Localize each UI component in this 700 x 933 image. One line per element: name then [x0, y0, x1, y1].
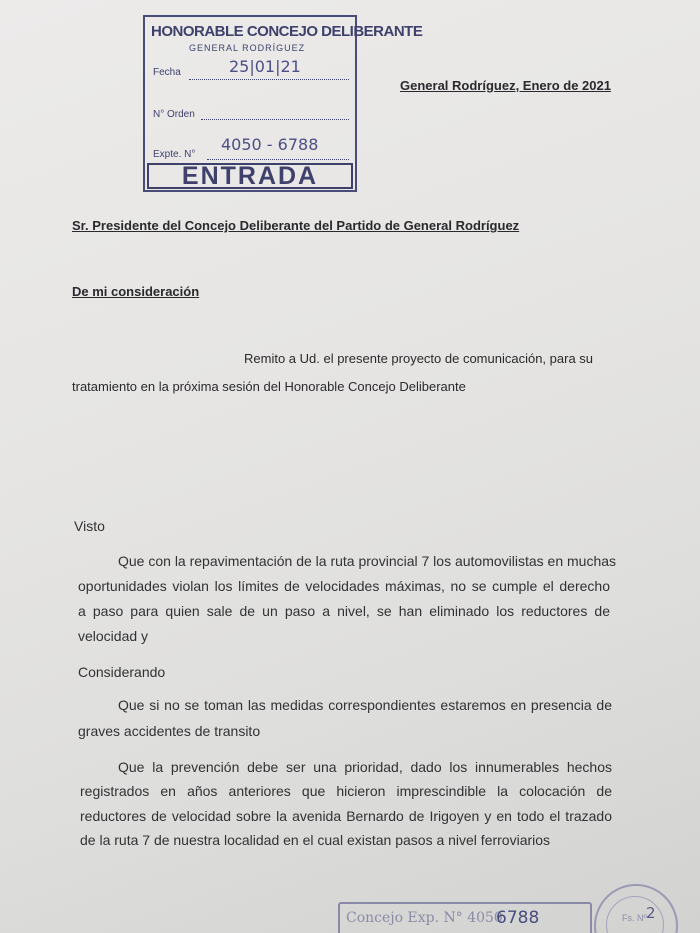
considerando-line: reductores de velocidad sobre la avenida Bernardo de Irigoyen y en todo el trazado: [80, 808, 612, 824]
place-date: General Rodríguez, Enero de 2021: [400, 78, 611, 93]
intro-line-2: tratamiento en la próxima sesión del Honorable Concejo Deliberante: [72, 379, 466, 394]
visto-line: a paso para quien sale de un paso a nivel, se han eliminado los reductores de: [78, 603, 610, 619]
visto-heading: Visto: [74, 518, 105, 534]
visto-line: velocidad y: [78, 628, 149, 644]
folio-label: Fs. Nº: [622, 913, 647, 923]
addressee: Sr. Presidente del Concejo Deliberante del Partido de General Rodríguez: [72, 218, 520, 233]
considerando-line: de la ruta 7 de nuestra localidad en el cual existan pasos a nivel ferroviarios: [80, 832, 551, 848]
stamp-subtitle: GENERAL RODRÍGUEZ: [189, 43, 306, 53]
stamp-expte-line: [207, 159, 349, 160]
reception-stamp: [143, 15, 423, 192]
stamp-fecha-line: [189, 79, 349, 80]
folio-page-number: 2: [646, 904, 656, 922]
stamp-expte-label: Expte. N°: [153, 149, 196, 160]
considerando-line: Que si no se toman las medidas correspondientes estaremos en presencia de: [118, 697, 612, 713]
stamp-expte-value: 4050 - 6788: [221, 135, 319, 154]
stamp-orden-line: [201, 119, 349, 120]
stamp-orden-label: N° Orden: [153, 109, 195, 120]
stamp-entrada: ENTRADA: [147, 163, 353, 189]
considerando-heading: Considerando: [78, 664, 166, 680]
visto-line: oportunidades violan los límites de velocidades máximas, no se cumple el derecho: [78, 578, 610, 594]
greeting: De mi consideración: [72, 284, 200, 299]
visto-line: Que con la repavimentación de la ruta provincial 7 los automovilistas en muchas: [118, 553, 617, 569]
file-stamp-number: 6788: [496, 908, 540, 928]
considerando-line: Que la prevención debe ser una prioridad, dado los innumerables hechos: [118, 759, 612, 775]
file-stamp-label: Concejo Exp. N° 4050: [346, 910, 503, 926]
considerando-line: graves accidentes de transito: [78, 723, 261, 739]
stamp-title: HONORABLE CONCEJO DELIBERANTE: [151, 23, 423, 40]
intro-line-1: Remito a Ud. el presente proyecto de comunicación, para su: [244, 351, 594, 366]
considerando-line: registrados en años anteriores que hicieron imprescindible la colocación de: [80, 783, 612, 799]
stamp-fecha-value: 25|01|21: [229, 57, 301, 76]
file-number-stamp: [338, 902, 592, 933]
stamp-fecha-label: Fecha: [153, 67, 181, 78]
